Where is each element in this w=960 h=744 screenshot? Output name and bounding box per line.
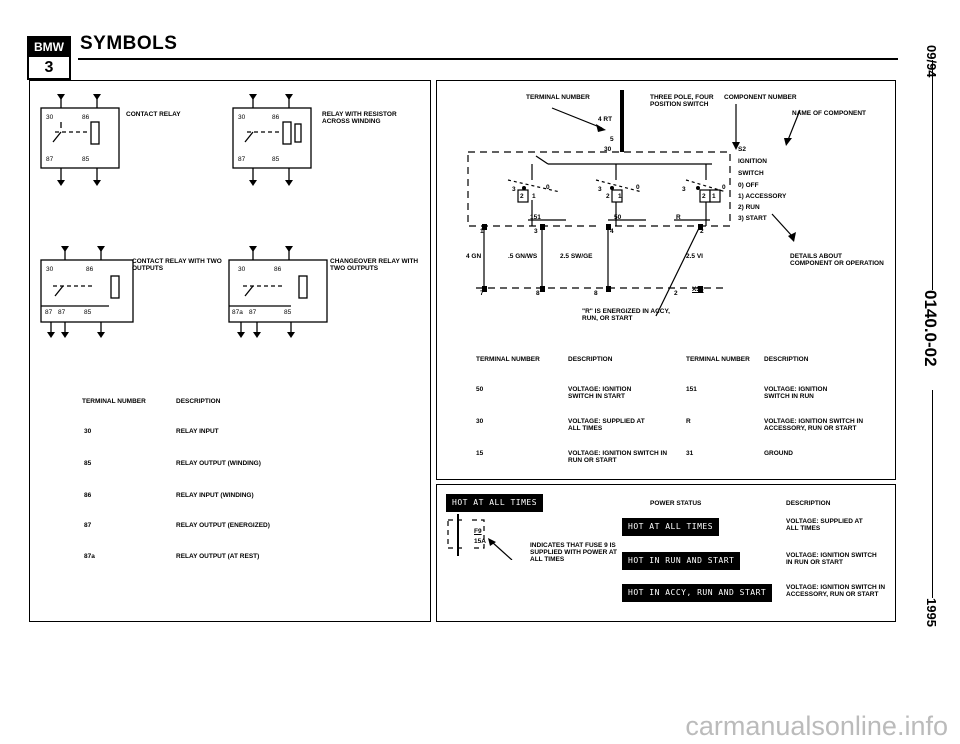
right-row-terminal: 30 — [476, 418, 484, 425]
right-table-header-description-2: DESCRIPTION — [764, 356, 809, 363]
relay1-pin-86: 86 — [82, 114, 90, 121]
label-component-number: COMPONENT NUMBER — [724, 94, 797, 101]
pos-num: 2 — [520, 193, 524, 200]
relay4-pin-30: 30 — [238, 266, 246, 273]
power-status-header: POWER STATUS — [650, 500, 702, 507]
relay1-pin-87: 87 — [46, 156, 54, 163]
left-table-header-terminal: TERMINAL NUMBER — [82, 398, 146, 405]
side-date: 09/94 — [924, 45, 939, 78]
pos-num: 1 — [532, 193, 536, 200]
node-2: 2 — [700, 228, 704, 235]
wire-label: 2.5 SW/GE — [560, 253, 593, 260]
right-row-description: VOLTAGE: IGNITION SWITCH IN RUN OR START — [568, 450, 668, 464]
switch-position: 3) START — [738, 215, 767, 222]
fuse-note: INDICATES THAT FUSE 9 IS SUPPLIED WITH POWER AT ALL TIMES — [530, 542, 618, 563]
switch-position: 1) ACCESSORY — [738, 193, 787, 200]
relay4-pin-86: 86 — [274, 266, 282, 273]
relay4-pin-87a: 87a — [232, 309, 243, 316]
connector-pin: 8 — [594, 290, 598, 297]
pos-num: 3 — [512, 186, 516, 193]
wire-label: .5 GN/WS — [508, 253, 538, 260]
relay1-caption: CONTACT RELAY — [126, 111, 181, 118]
left-table-header-description: DESCRIPTION — [176, 398, 221, 405]
right-row-description: VOLTAGE: IGNITION SWITCH IN START — [568, 386, 632, 400]
relay4-caption: CHANGEOVER RELAY WITH TWO OUTPUTS — [330, 258, 419, 272]
node-4: 4 — [610, 228, 614, 235]
header-rule — [78, 58, 898, 60]
wire-label: 2.5 VI — [686, 253, 703, 260]
left-row-terminal: 87 — [84, 522, 92, 529]
logo-text: BMW — [29, 38, 69, 57]
right-row-description: VOLTAGE: SUPPLIED AT ALL TIMES — [568, 418, 645, 432]
pos-label: 0 — [546, 184, 550, 191]
left-row-description: RELAY INPUT (WINDING) — [176, 492, 254, 499]
right-row-description-2: VOLTAGE: IGNITION SWITCH IN ACCESSORY, RUN OR START — [764, 418, 864, 432]
left-row-description: RELAY INPUT — [176, 428, 219, 435]
relay3-pin-30: 30 — [46, 266, 54, 273]
left-row-terminal: 87a — [84, 553, 95, 560]
left-row-description: RELAY OUTPUT (AT REST) — [176, 553, 260, 560]
left-row-terminal: 86 — [84, 492, 92, 499]
right-row-terminal-2: R — [686, 418, 691, 425]
relay3-caption: CONTACT RELAY WITH TWO OUTPUTS — [132, 258, 222, 272]
left-row-terminal: 85 — [84, 460, 92, 467]
wire-label: 4 GN — [466, 253, 482, 260]
fuse-amps: 15A — [474, 538, 486, 545]
relay3-pin-87: 87 — [45, 309, 53, 316]
relay2-caption: RELAY WITH RESISTOR ACROSS WINDING — [322, 111, 397, 125]
contact-151: 151 — [530, 214, 541, 221]
contact-50: 50 — [614, 214, 622, 221]
page-title: SYMBOLS — [80, 33, 178, 54]
relay4-pin-85: 85 — [284, 309, 292, 316]
relay2-pin-87: 87 — [238, 156, 246, 163]
relay2-pin-30: 30 — [238, 114, 246, 121]
hot-banner: HOT AT ALL TIMES — [446, 494, 543, 512]
pos-num: 3 — [682, 186, 686, 193]
relay1-pin-30: 30 — [46, 114, 54, 121]
relay3-pin-85: 85 — [84, 309, 92, 316]
right-table-header-terminal-2: TERMINAL NUMBER — [686, 356, 750, 363]
watermark: carmanualsonline.info — [685, 711, 948, 741]
label-name-of-component: NAME OF COMPONENT — [792, 110, 867, 117]
bmw-logo — [27, 36, 71, 80]
right-table-header-description: DESCRIPTION — [568, 356, 613, 363]
fuse-name: F9 — [474, 528, 482, 535]
component-s2: S2 — [738, 146, 746, 153]
relay2-pin-86: 86 — [272, 114, 280, 121]
pos-num: 1 — [712, 193, 716, 200]
component-name-line2: SWITCH — [738, 170, 764, 177]
right-row-terminal: 50 — [476, 386, 484, 393]
node-1: 1 — [480, 228, 484, 235]
details-label: DETAILS ABOUT COMPONENT OR OPERATION — [790, 253, 884, 267]
relay2-pin-85: 85 — [272, 156, 280, 163]
connector-pin: 8 — [536, 290, 540, 297]
connector-pin: 2 — [674, 290, 678, 297]
terminal-30: 30 — [604, 146, 612, 153]
status-badge-hot-accy-run-start: HOT IN ACCY, RUN AND START — [622, 584, 772, 602]
switch-position: 2) RUN — [738, 204, 760, 211]
side-page-code: 0140.0-02 — [920, 290, 944, 390]
status-description: VOLTAGE: SUPPLIED AT ALL TIMES — [786, 518, 863, 532]
connector-pin: 7 — [480, 290, 484, 297]
connector-x33: X33 — [692, 286, 704, 293]
side-year: 1995 — [924, 598, 940, 638]
right-table-header-terminal: TERMINAL NUMBER — [476, 356, 540, 363]
status-badge-hot-run-start: HOT IN RUN AND START — [622, 552, 740, 570]
label-terminal-number: TERMINAL NUMBER — [526, 94, 590, 101]
terminal-4rt: 4 RT — [598, 116, 613, 123]
right-row-description-2: VOLTAGE: IGNITION SWITCH IN RUN — [764, 386, 828, 400]
status-description: VOLTAGE: IGNITION SWITCH IN ACCESSORY, RUN OR START — [786, 584, 886, 598]
fuse-symbol — [440, 512, 530, 560]
logo-series-number: 3 — [44, 59, 54, 76]
left-row-terminal: 30 — [84, 428, 92, 435]
terminal-5: 5 — [610, 136, 614, 143]
right-row-terminal-2: 151 — [686, 386, 697, 393]
pos-num: 2 — [606, 193, 610, 200]
component-name-line1: IGNITION — [738, 158, 767, 165]
status-description: VOLTAGE: IGNITION SWITCH IN RUN OR START — [786, 552, 877, 566]
label-switch-description: THREE POLE, FOUR POSITION SWITCH — [650, 94, 714, 108]
switch-position: 0) OFF — [738, 182, 759, 189]
power-description-header: DESCRIPTION — [786, 500, 831, 507]
right-row-terminal-2: 31 — [686, 450, 694, 457]
pos-num: 1 — [618, 193, 622, 200]
pos-label: 0 — [636, 184, 640, 191]
node-3: 3 — [534, 228, 538, 235]
pos-num: 2 — [702, 193, 706, 200]
status-badge-hot-all-times: HOT AT ALL TIMES — [622, 518, 719, 536]
energized-note: "R" IS ENERGIZED IN ACCY, RUN, OR START — [582, 308, 670, 322]
relay3-pin-87b: 87 — [58, 309, 66, 316]
left-row-description: RELAY OUTPUT (ENERGIZED) — [176, 522, 270, 529]
right-row-description-2: GROUND — [764, 450, 793, 457]
switch-diagram — [436, 80, 896, 330]
right-row-terminal: 15 — [476, 450, 484, 457]
relay4-pin-87: 87 — [249, 309, 257, 316]
pos-label: 0 — [722, 184, 726, 191]
relay1-pin-85: 85 — [82, 156, 90, 163]
pos-num: 3 — [598, 186, 602, 193]
contact-r: R — [676, 214, 681, 221]
left-row-description: RELAY OUTPUT (WINDING) — [176, 460, 261, 467]
relay3-pin-86: 86 — [86, 266, 94, 273]
